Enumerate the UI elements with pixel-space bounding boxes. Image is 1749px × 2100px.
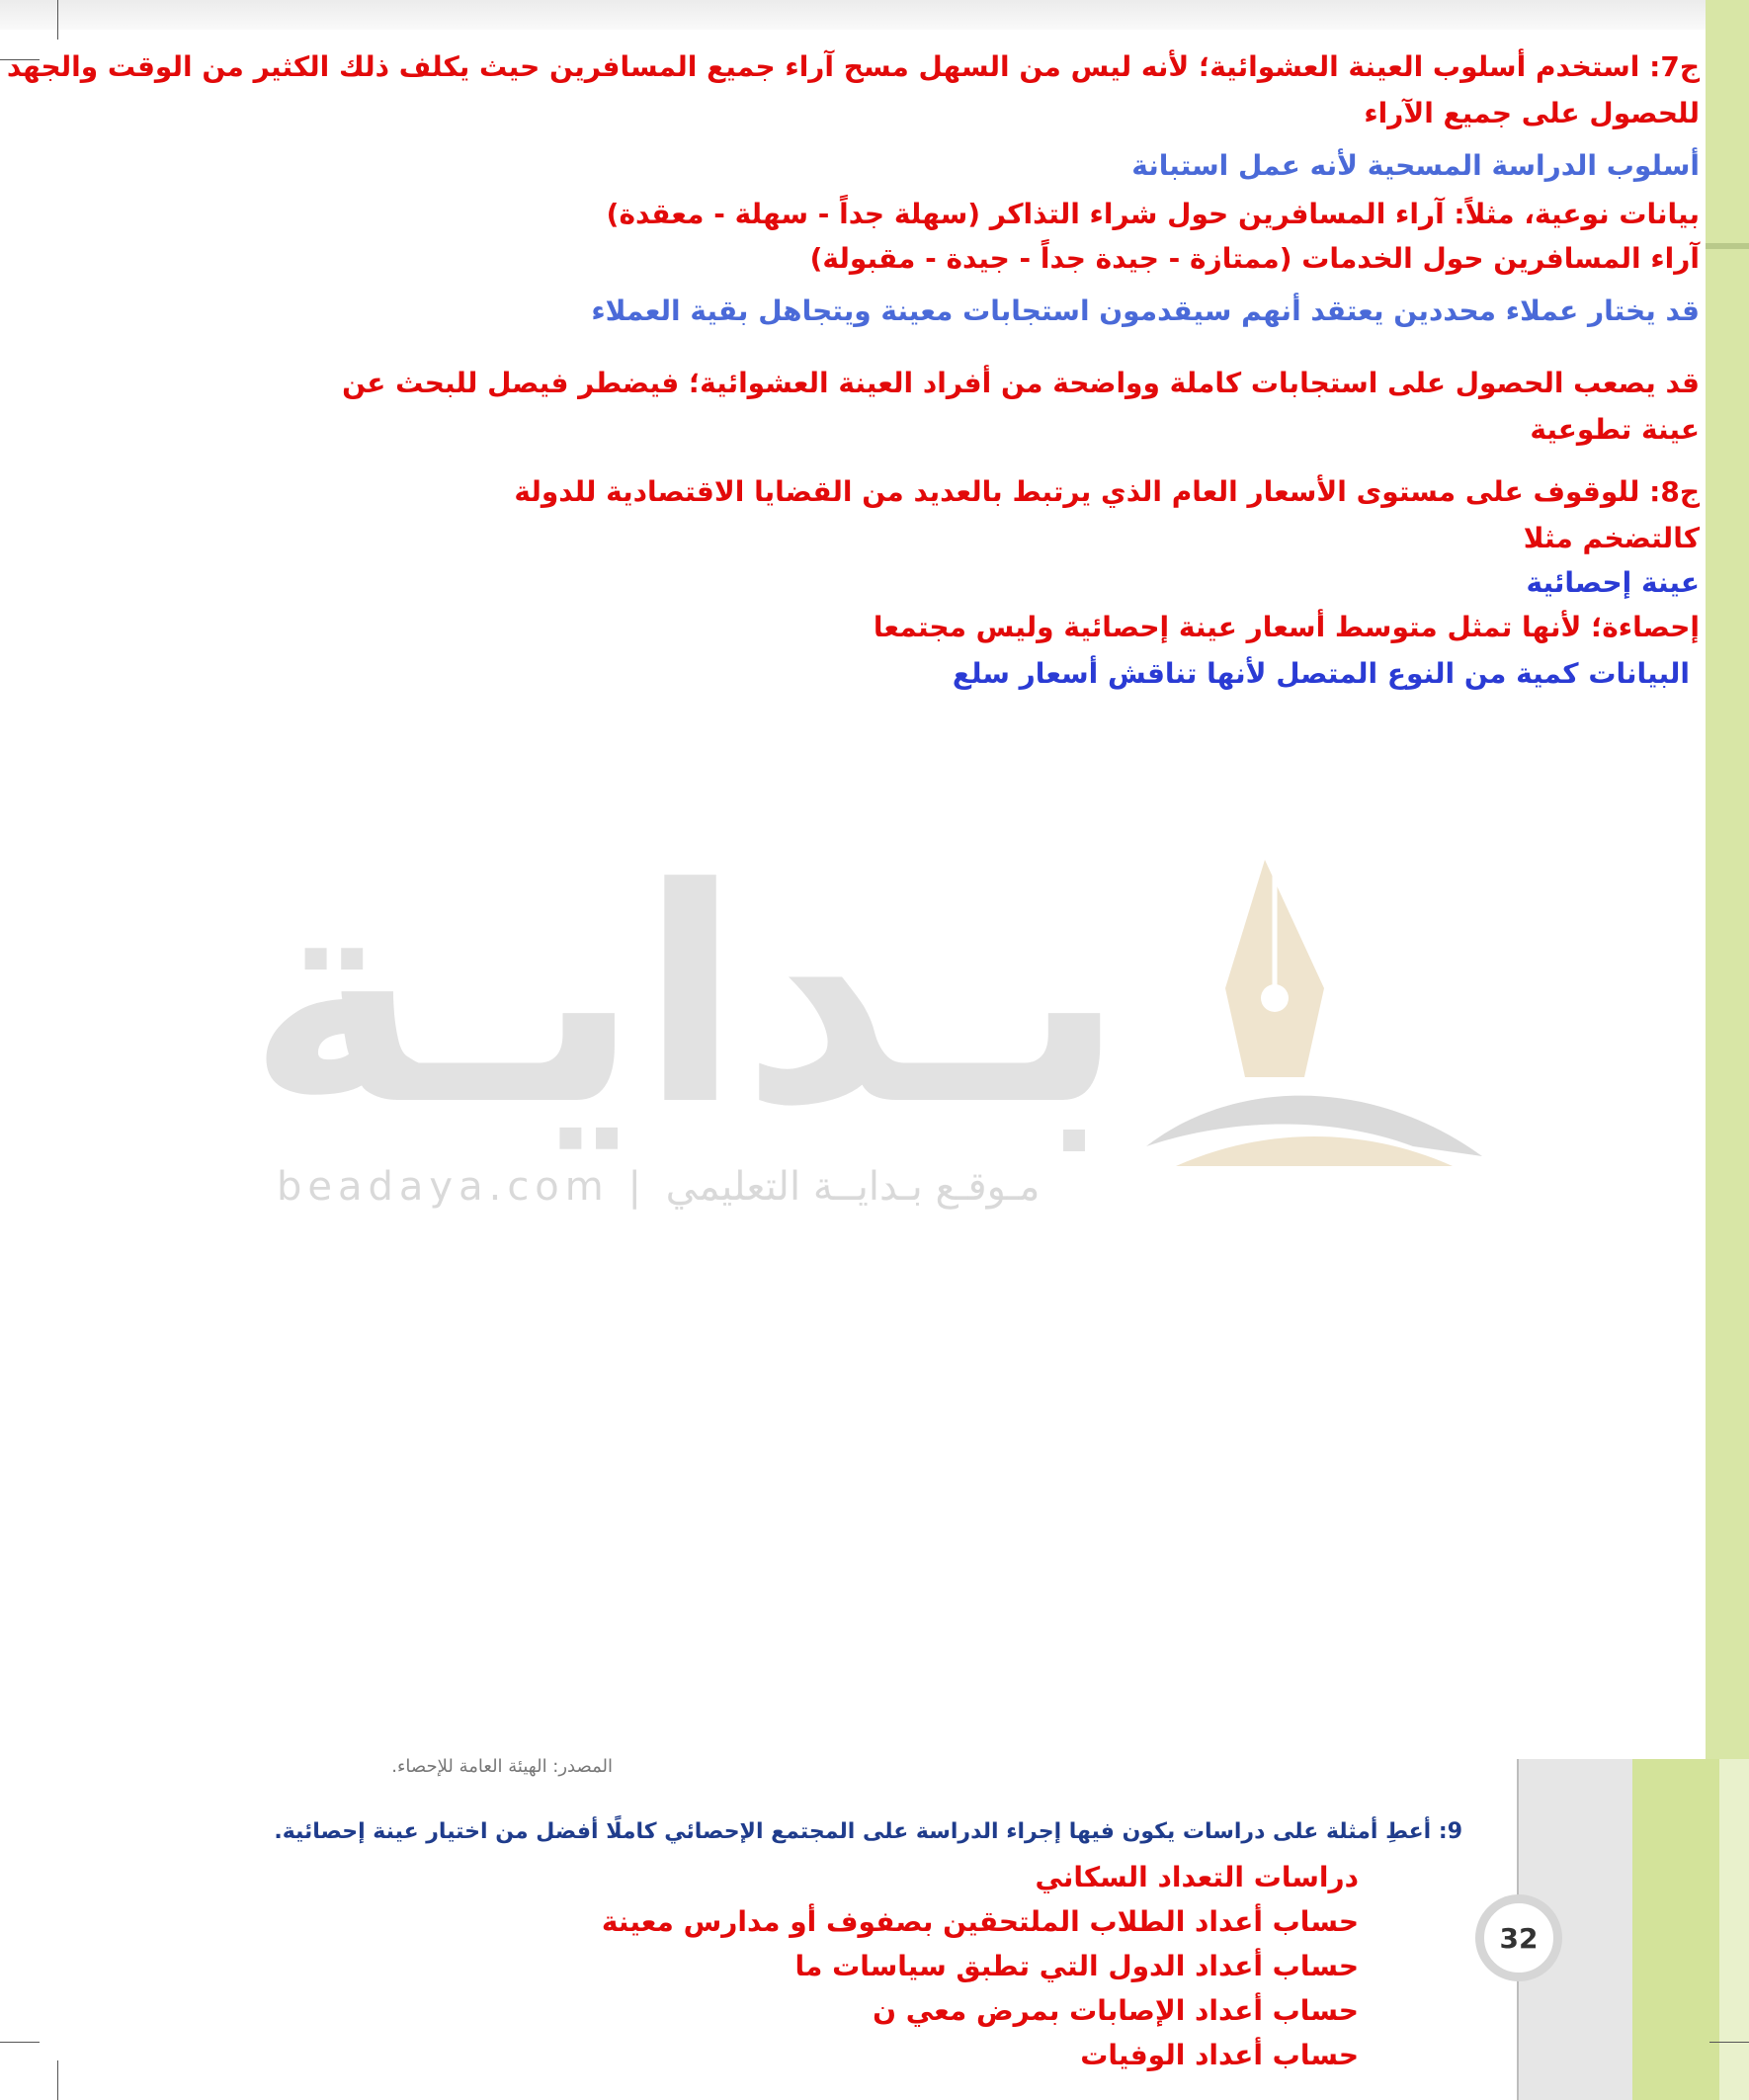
page-number: 32 <box>1475 1894 1562 1981</box>
watermark <box>247 825 1492 1235</box>
question-9: 9: أعطِ أمثلة على دراسات يكون فيها إجراء الدراسة على المجتمع الإحصائي كاملًا أفضل من اختيار عينة إحصائية. <box>274 1819 1462 1844</box>
margin-tab-mark <box>1706 243 1749 249</box>
top-band <box>0 0 1706 30</box>
answer-7-line-8: عينة تطوعية <box>1530 413 1700 446</box>
crop-mark <box>57 0 58 40</box>
answer-7-line-4: بيانات نوعية، مثلاً: آراء المسافرين حول شراء التذاكر (سهلة جداً - سهلة - معقدة) <box>606 198 1700 230</box>
answer-8-line-3: عينة إحصائية <box>1526 566 1700 599</box>
answer-7-line-1: ج7: استخدم أسلوب العينة العشوائية؛ لأنه ليس من السهل مسح آراء جميع المسافرين حيث يكلف ذلك الكثير من الوقت والجهد <box>6 50 1700 83</box>
pen-nib-icon <box>1117 850 1492 1176</box>
answer-8-line-2: كالتضخم مثلا <box>1523 522 1700 554</box>
answer-7-line-7: قد يصعب الحصول على استجابات كاملة وواضحة من أفراد العينة العشوائية؛ فيضطر فيصل للبحث عن <box>342 367 1700 399</box>
bottom-green-strip <box>1632 1759 1719 2100</box>
answer-8-line-5: البيانات كمية من النوع المتصل لأنها تناقش أسعار سلع <box>952 657 1690 690</box>
bottom-pale-strip <box>1719 1759 1749 2100</box>
crop-mark <box>0 2042 40 2043</box>
answer-8-line-1: ج8: للوقوف على مستوى الأسعار العام الذي يرتبط بالعديد من القضايا الاقتصادية للدولة <box>514 475 1700 508</box>
crop-mark <box>57 2060 58 2100</box>
answer-7-line-2: للحصول على جميع الآراء <box>1364 97 1700 129</box>
answer-9-item: دراسات التعداد السكاني <box>1035 1861 1359 1893</box>
answer-7-line-3: أسلوب الدراسة المسحية لأنه عمل استبانة <box>1131 149 1700 182</box>
watermark-subtitle: beadaya.com | مـوقـع بـدايــة التعليمي <box>277 1164 1041 1210</box>
answer-7-line-6: قد يختار عملاء محددين يعتقد أنهم سيقدمون استجابات معينة ويتجاهل بقية العملاء <box>591 294 1700 327</box>
answer-9-item: حساب أعداد الإصابات بمرض معي ن <box>873 1994 1359 2027</box>
answer-9-item: حساب أعداد الوفيات <box>1080 2039 1359 2071</box>
answer-8-line-4: إحصاءة؛ لأنها تمثل متوسط أسعار عينة إحصائية وليس مجتمعا <box>873 611 1700 643</box>
watermark-logo-text: بـدايـة <box>247 825 1125 1170</box>
faded-source-caption: المصدر: الهيئة العامة للإحصاء. <box>391 1756 613 1777</box>
right-margin-strip <box>1706 0 1749 1759</box>
answer-9-item: حساب أعداد الطلاب الملتحقين بصفوف أو مدارس معينة <box>601 1905 1359 1938</box>
answer-9-item: حساب أعداد الدول التي تطبق سياسات ما <box>794 1950 1359 1982</box>
crop-mark <box>1709 2042 1749 2043</box>
answer-7-line-5: آراء المسافرين حول الخدمات (ممتازة - جيدة جداً - جيدة - مقبولة) <box>809 242 1700 275</box>
